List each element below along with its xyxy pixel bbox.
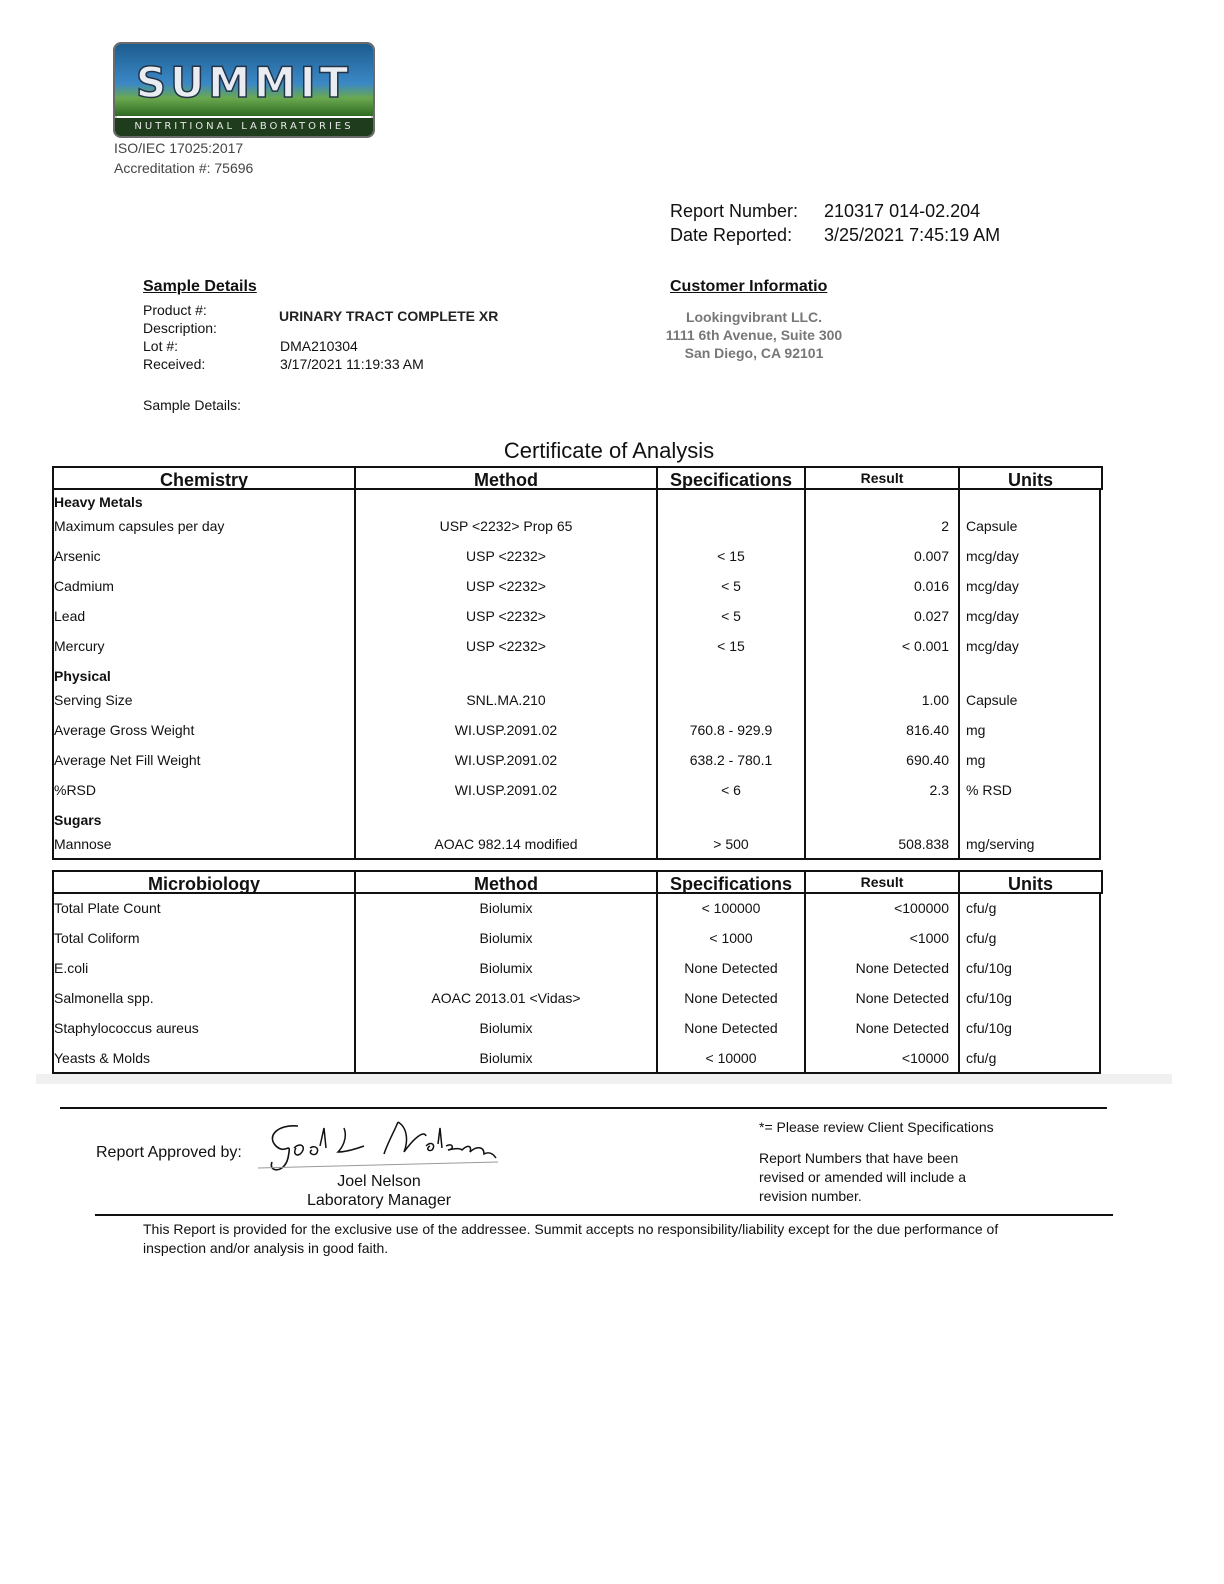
cell-method: AOAC 982.14 modified [434,836,578,852]
cell-method: USP <2232> [466,638,546,654]
cell-units: mcg/day [966,638,1019,654]
cell-name: Mercury [54,638,105,654]
date-reported-value: 3/25/2021 7:45:19 AM [824,225,1001,245]
cell-method: USP <2232> Prop 65 [439,518,573,534]
cell-name: Total Plate Count [54,900,161,916]
certificate-title: Certificate of Analysis [503,438,715,463]
logo-tagline: NUTRITIONAL LABORATORIES [115,118,373,136]
cell-name: Arsenic [54,548,101,564]
cell-result: <10000 [901,1050,949,1066]
approver-name: Joel Nelson [337,1173,421,1190]
received-label: Received: [143,356,206,372]
cell-units: mg [966,752,986,768]
customer-address-line2: San Diego, CA 92101 [684,345,824,361]
cell-method: WI.USP.2091.02 [454,782,558,798]
cell-name: Mannose [54,836,112,852]
cell-units: mcg/day [966,578,1019,594]
cell-units: cfu/10g [966,1020,1012,1036]
cell-method: SNL.MA.210 [466,692,546,708]
microbiology-table-body [52,894,1101,1074]
column-divider [656,490,658,860]
cell-name: Serving Size [54,692,133,708]
cell-units: cfu/g [966,900,997,916]
cell-result: 2.3 [929,782,949,798]
column-divider [354,894,356,1074]
cell-method: WI.USP.2091.02 [454,722,558,738]
cell-name: Maximum capsules per day [54,518,225,534]
cell-spec: < 5 [721,578,741,594]
microbiology-header: Microbiology [52,870,356,894]
result-header: Result [804,466,960,490]
logo-wordmark: SUMMIT [135,58,353,107]
cell-name: Average Net Fill Weight [54,752,201,768]
column-divider [958,490,960,860]
cell-result: 816.40 [906,722,949,738]
cell-units: cfu/10g [966,990,1012,1006]
section-heading: Physical [54,668,111,684]
cell-name: Cadmium [54,578,114,594]
cell-name: Salmonella spp. [54,990,154,1006]
cell-spec: < 6 [721,782,741,798]
product-label: Product #: [143,302,207,318]
cell-method: USP <2232> [466,578,546,594]
chemistry-table-body [52,490,1101,860]
customer-info-heading: Customer Informatio [670,278,828,295]
lot-label: Lot #: [143,338,179,354]
result-header: Result [804,870,960,894]
cell-spec: < 15 [717,638,745,654]
report-number-label: Report Number: [670,201,799,221]
approved-by-label: Report Approved by: [96,1144,242,1161]
cell-result: None Detected [855,960,949,976]
method-header: Method [354,870,658,894]
cell-spec: None Detected [684,990,778,1006]
microbiology-table [52,870,1103,1074]
cell-result: 690.40 [906,752,949,768]
chemistry-header: Chemistry [52,466,356,490]
chemistry-table [52,466,1103,860]
accreditation-number: Accreditation #: 75696 [114,160,254,176]
cell-result: 0.007 [913,548,949,564]
page-band [36,1074,1172,1084]
column-divider [656,894,658,1074]
cell-spec: < 15 [717,548,745,564]
cell-spec: < 5 [721,608,741,624]
cell-name: %RSD [54,782,97,798]
company-logo [113,42,375,138]
cell-units: mcg/day [966,548,1019,564]
description-label: Description: [143,320,217,336]
cell-name: Yeasts & Molds [54,1050,150,1066]
cell-units: Capsule [966,692,1018,708]
cell-units: cfu/g [966,930,997,946]
cell-result: None Detected [855,990,949,1006]
cell-result: 1.00 [921,692,949,708]
cell-result: 0.027 [913,608,949,624]
method-header: Method [354,466,658,490]
client-spec-note: *= Please review Client Specifications [759,1119,994,1135]
cell-method: Biolumix [479,960,533,976]
cell-units: % RSD [966,782,1012,798]
units-header: Units [958,870,1103,894]
cell-spec: < 10000 [705,1050,757,1066]
cell-method: Biolumix [479,930,533,946]
column-divider [958,894,960,1074]
product-description: URINARY TRACT COMPLETE XR [279,308,499,324]
cell-name: Staphylococcus aureus [54,1020,199,1036]
cell-method: USP <2232> [466,548,546,564]
cell-result: 0.016 [913,578,949,594]
specifications-header: Specifications [656,466,806,490]
customer-name: Lookingvibrant LLC. [685,309,823,325]
cell-method: Biolumix [479,1020,533,1036]
received-value: 3/17/2021 11:19:33 AM [280,356,424,372]
date-reported-label: Date Reported: [670,225,793,245]
cell-method: AOAC 2013.01 <Vidas> [431,990,581,1006]
cell-spec: < 100000 [701,900,761,916]
cell-method: WI.USP.2091.02 [454,752,558,768]
specifications-header: Specifications [656,870,806,894]
sample-details-heading: Sample Details [143,278,257,295]
divider-line [95,1214,1113,1216]
cell-result: 2 [941,518,949,534]
cell-result: <1000 [909,930,949,946]
cell-spec: None Detected [684,960,778,976]
units-header: Units [958,466,1103,490]
cell-units: mcg/day [966,608,1019,624]
cell-name: Lead [54,608,86,624]
revision-note: Report Numbers that have been revised or amended will include a revision number. [759,1150,966,1204]
signature-image [258,1118,508,1180]
cell-units: mg/serving [966,836,1035,852]
cell-result: None Detected [855,1020,949,1036]
cell-method: USP <2232> [466,608,546,624]
cell-spec: < 1000 [709,930,753,946]
cell-spec: 760.8 - 929.9 [689,722,773,738]
sample-details-label: Sample Details: [143,397,242,413]
cell-spec: None Detected [684,1020,778,1036]
column-divider [804,894,806,1074]
cell-units: mg [966,722,986,738]
cell-result: 508.838 [898,836,949,852]
cell-units: cfu/g [966,1050,997,1066]
lot-value: DMA210304 [280,338,358,354]
cell-units: Capsule [966,518,1018,534]
cell-method: Biolumix [479,900,533,916]
cell-result: <100000 [894,900,949,916]
cell-spec: 638.2 - 780.1 [689,752,773,768]
cell-spec: > 500 [713,836,749,852]
column-divider [354,490,356,860]
section-heading: Heavy Metals [54,494,143,510]
disclaimer-text: This Report is provided for the exclusive use of the addressee. Summit accepts no responsibility/liability except for the due performance of inspection and/or analysis in good faith. [143,1221,999,1256]
cell-units: cfu/10g [966,960,1012,976]
cell-method: Biolumix [479,1050,533,1066]
section-heading: Sugars [54,812,102,828]
cell-name: Total Coliform [54,930,140,946]
cell-result: < 0.001 [901,638,949,654]
customer-address-line1: 1111 6th Avenue, Suite 300 [665,327,843,343]
approver-title: Laboratory Manager [306,1192,452,1209]
report-number-value: 210317 014-02.204 [824,201,981,221]
cell-name: E.coli [54,960,89,976]
divider-line [60,1107,1107,1109]
cell-name: Average Gross Weight [54,722,195,738]
iso-standard: ISO/IEC 17025:2017 [114,140,244,156]
column-divider [804,490,806,860]
